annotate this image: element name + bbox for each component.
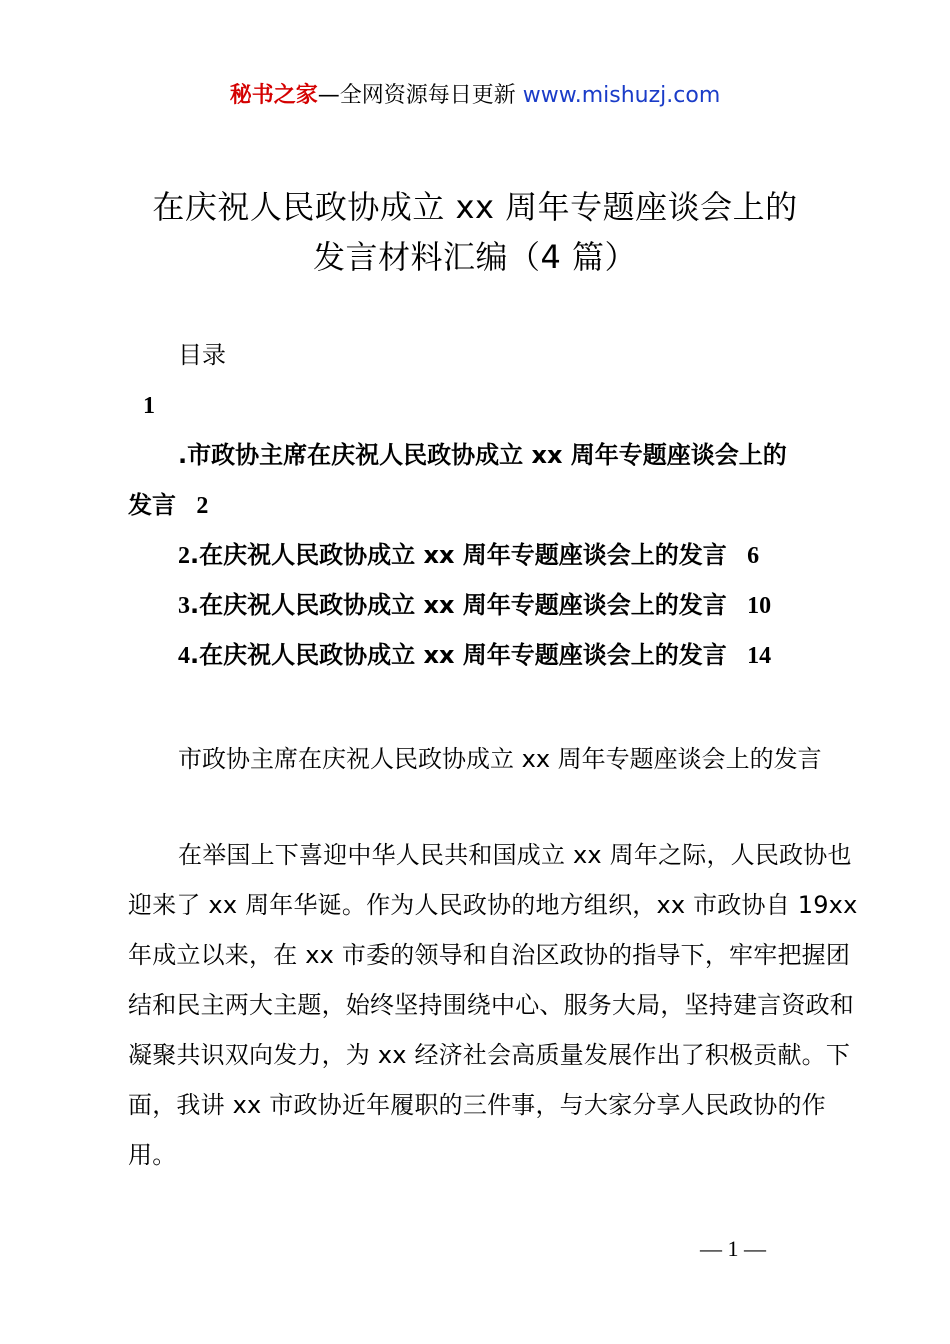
toc-item-2[interactable] xyxy=(178,538,759,573)
site-header xyxy=(0,80,950,112)
toc-item-4-page: 14 xyxy=(747,643,772,669)
toc-item-3[interactable] xyxy=(178,588,771,623)
toc-heading: 目录 xyxy=(178,341,226,369)
toc-item-3-page: 10 xyxy=(747,593,772,619)
document-title xyxy=(100,182,850,282)
toc-item-2-number: 2 xyxy=(178,543,190,569)
toc-item-1-page: 2 xyxy=(196,493,209,519)
toc-item-4[interactable] xyxy=(178,638,771,673)
document-title-line-1: 在庆祝人民政协成立 xx 周年专题座谈会上的 xyxy=(152,188,798,226)
toc-item-3-number: 3 xyxy=(178,593,190,619)
site-name: 秘书之家 xyxy=(229,83,318,108)
site-url-link[interactable]: www.mishuzj.com xyxy=(522,83,721,108)
toc-item-3-text: .在庆祝人民政协成立 xx 周年专题座谈会上的发言 xyxy=(190,591,727,619)
toc-item-1-continued[interactable] xyxy=(128,488,208,523)
toc-item-1-number[interactable]: 1 xyxy=(143,393,155,419)
document-title-line-2: 发言材料汇编（4 篇） xyxy=(312,238,638,276)
toc-item-1-text: .市政协主席在庆祝人民政协成立 xx 周年专题座谈会上的 xyxy=(178,441,787,469)
body-paragraph: 在举国上下喜迎中华人民共和国成立 xx 周年之际，人民政协也迎来了 xx 周年华诞。作为人民政协的地方组织，xx 市政协自 19xx 年成立以来，在 xx 市委的领导和自治区政协的指导下，牢牢把握团结和民主两大主题，始终坚持围绕中心、服务大局，坚持建言资政和凝聚共识双向发力，为 xx 经济社会高质量发展作出了积极贡献。下面，我讲 xx 市政协近年履职的三件事，与大家分享人民政协的作用。 xyxy=(128,841,858,1169)
site-slogan: —全网资源每日更新 xyxy=(317,83,516,108)
toc-item-2-page: 6 xyxy=(747,543,760,569)
toc-item-4-text: .在庆祝人民政协成立 xx 周年专题座谈会上的发言 xyxy=(190,641,727,669)
page-number: — 1 — xyxy=(700,1236,766,1261)
toc-item-1[interactable] xyxy=(178,438,787,472)
toc-item-1-text-cont: 发言 xyxy=(128,491,176,519)
toc-item-2-text: .在庆祝人民政协成立 xx 周年专题座谈会上的发言 xyxy=(190,541,727,569)
toc-item-4-number: 4 xyxy=(178,643,190,669)
section-title: 市政协主席在庆祝人民政协成立 xx 周年专题座谈会上的发言 xyxy=(178,745,822,773)
